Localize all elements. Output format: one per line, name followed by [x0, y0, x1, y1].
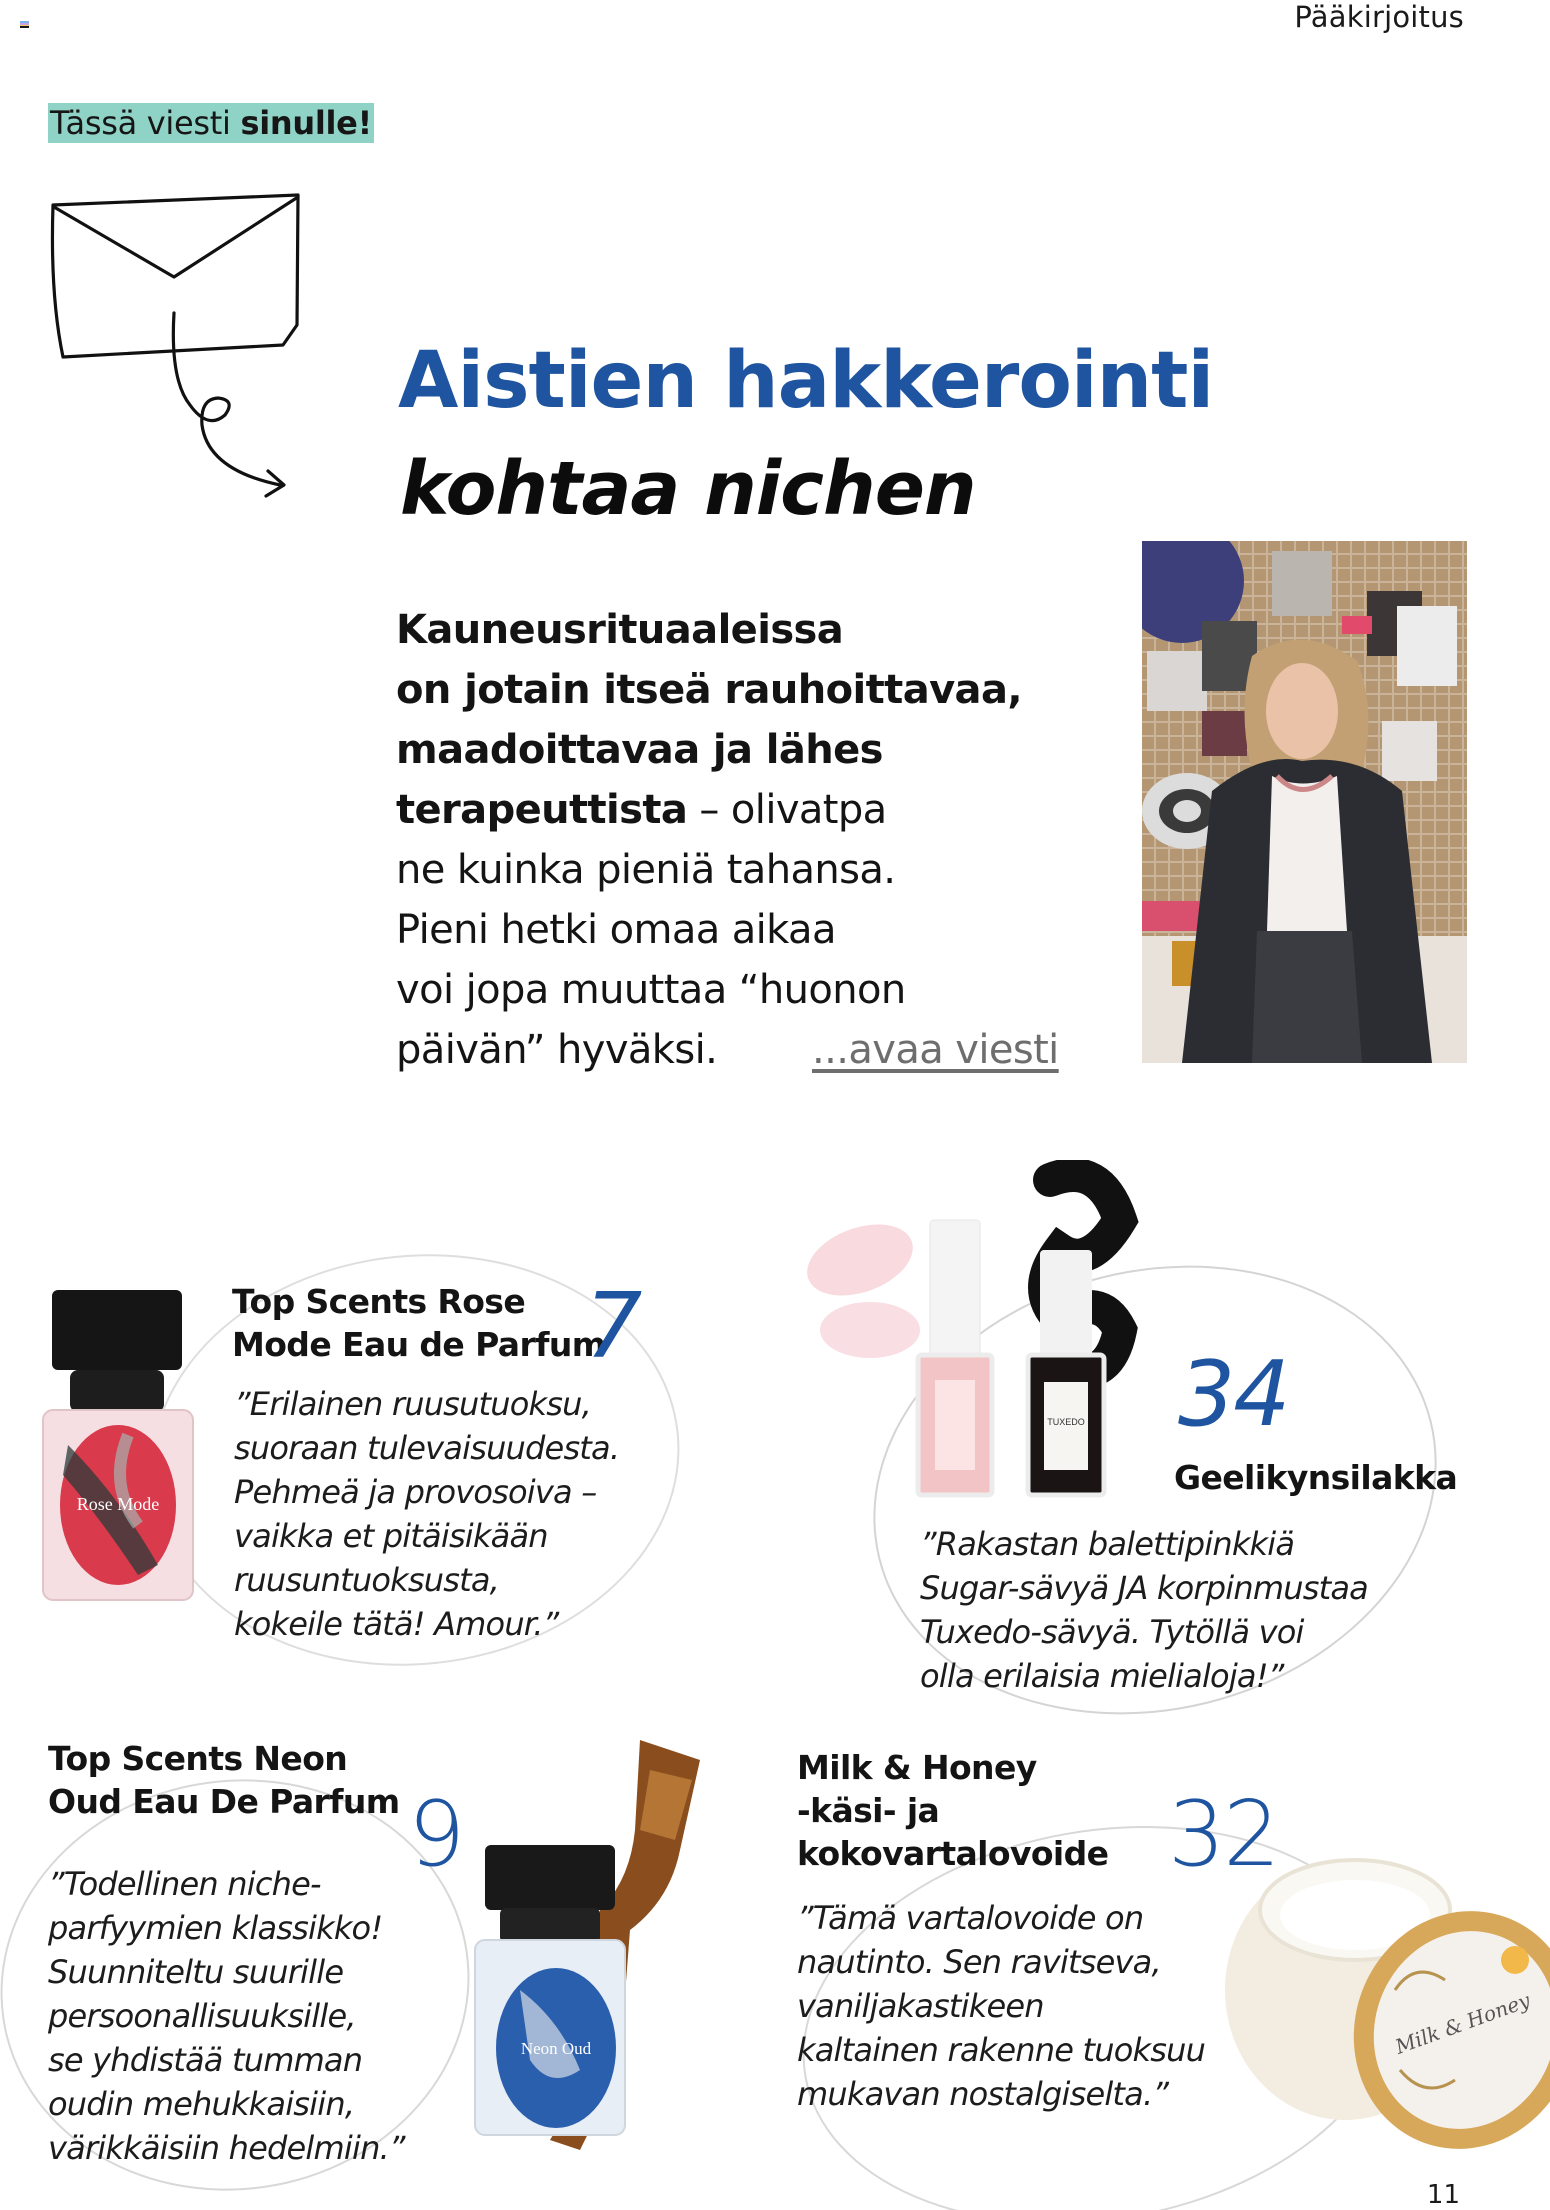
lede-line: Pieni hetki omaa aikaa	[396, 907, 836, 953]
quote-line: ”Rakastan balettipinkkiä	[920, 1525, 1295, 1563]
quote-line: nautinto. Sen ravitseva,	[797, 1943, 1161, 1981]
lede-line: päivän” hyväksi.	[396, 1027, 718, 1073]
lede-paragraph	[396, 600, 1116, 1080]
quote-line: se yhdistää tumman	[48, 2041, 363, 2079]
product-34-title	[1174, 1456, 1457, 1499]
product-7-number: 7	[585, 1274, 641, 1379]
product-title-line: Milk & Honey	[797, 1748, 1037, 1787]
quote-line: Tuxedo-sävyä. Tytöllä voi	[920, 1613, 1304, 1651]
editor-photo	[1142, 541, 1467, 1063]
quote-line: ”Erilainen ruusutuoksu,	[234, 1385, 591, 1423]
product-title-line: Top Scents Rose	[232, 1282, 526, 1321]
nail-polish-bottles-icon	[800, 1160, 1180, 1500]
product-title-line: Oud Eau De Parfum	[48, 1782, 400, 1821]
lede-line: on jotain itseä rauhoittavaa,	[396, 667, 1022, 713]
quote-line: Pehmeä ja provosoiva –	[234, 1473, 597, 1511]
lede-line: maadoittavaa ja lähes	[396, 727, 883, 773]
milk-honey-jar-icon	[1215, 1840, 1550, 2170]
neon-oud-bottle-icon	[430, 1730, 720, 2160]
section-label: Pääkirjoitus	[1294, 0, 1464, 34]
product-9-title	[48, 1737, 400, 1823]
product-32-title	[797, 1746, 1108, 1875]
product-title-line: Geelikynsilakka	[1174, 1458, 1458, 1497]
rose-mode-bottle-icon	[38, 1285, 198, 1605]
lede-line: terapeuttista	[396, 787, 688, 833]
lede-line: ne kuinka pieniä tahansa.	[396, 847, 896, 893]
product-32-number: 32	[1168, 1782, 1279, 1887]
quote-line: suoraan tulevaisuudesta.	[234, 1429, 620, 1467]
product-34-number: 34	[1178, 1342, 1289, 1447]
product-7-title	[232, 1280, 606, 1366]
product-label: Neon Oud	[520, 2039, 592, 2058]
quote-line: ”Todellinen niche-	[48, 1865, 321, 1903]
editor-photo-image	[1142, 541, 1467, 1063]
lede-line: – olivatpa	[687, 787, 887, 833]
product-label: TUXEDO	[1047, 1417, 1085, 1427]
product-9-quote	[48, 1862, 405, 2170]
quote-line: persoonallisuuksille,	[48, 1997, 356, 2035]
product-label: Rose Mode	[76, 1494, 160, 1514]
quote-line: Suunniteltu suurille	[48, 1953, 344, 1991]
quote-line: Sugar-sävyä JA korpinmustaa	[920, 1569, 1368, 1607]
quote-line: kaltainen rakenne tuoksuu	[797, 2031, 1206, 2069]
quote-line: oudin mehukkaisiin,	[48, 2085, 355, 2123]
product-title-line: kokovartalovoide	[797, 1834, 1109, 1873]
publication-logo-icon	[20, 21, 29, 29]
product-32-quote	[797, 1896, 1205, 2116]
product-title-line: Top Scents Neon	[48, 1739, 348, 1778]
headline-secondary: kohtaa nichen	[400, 446, 976, 532]
quote-line: vaikka et pitäisikään	[234, 1517, 548, 1555]
quote-line: ruusuntuoksusta,	[234, 1561, 500, 1599]
product-34-quote	[920, 1522, 1368, 1698]
quote-line: värikkäisiin hedelmiin.”	[48, 2129, 405, 2167]
product-title-line: -käsi- ja	[797, 1791, 940, 1830]
quote-line: mukavan nostalgiselta.”	[797, 2075, 1169, 2113]
envelope-with-arrow-icon	[40, 185, 300, 505]
lede-line: voi jopa muuttaa “huonon	[396, 967, 906, 1013]
product-title-line: Mode Eau de Parfum	[232, 1325, 606, 1364]
headline-primary: Aistien hakkerointi	[398, 336, 1214, 426]
read-more-link[interactable]: ...avaa viesti	[812, 1027, 1059, 1073]
quote-line: parfyymien klassikko!	[48, 1909, 383, 1947]
product-7-quote	[234, 1382, 619, 1646]
quote-line: olla erilaisia mielialoja!”	[920, 1657, 1284, 1695]
message-tag-emphasis: sinulle!	[240, 104, 372, 142]
lede-line: Kauneusrituaaleissa	[396, 607, 844, 653]
quote-line: vaniljakastikeen	[797, 1987, 1044, 2025]
message-tag-prefix: Tässä viesti	[50, 104, 241, 142]
quote-line: ”Tämä vartalovoide on	[797, 1899, 1144, 1937]
page-number: 11	[1426, 2180, 1460, 2210]
quote-line: kokeile tätä! Amour.”	[234, 1605, 559, 1643]
product-label: Milk & Honey	[1392, 1987, 1534, 2059]
product-9-number: 9	[408, 1782, 464, 1887]
message-tag	[48, 103, 374, 143]
